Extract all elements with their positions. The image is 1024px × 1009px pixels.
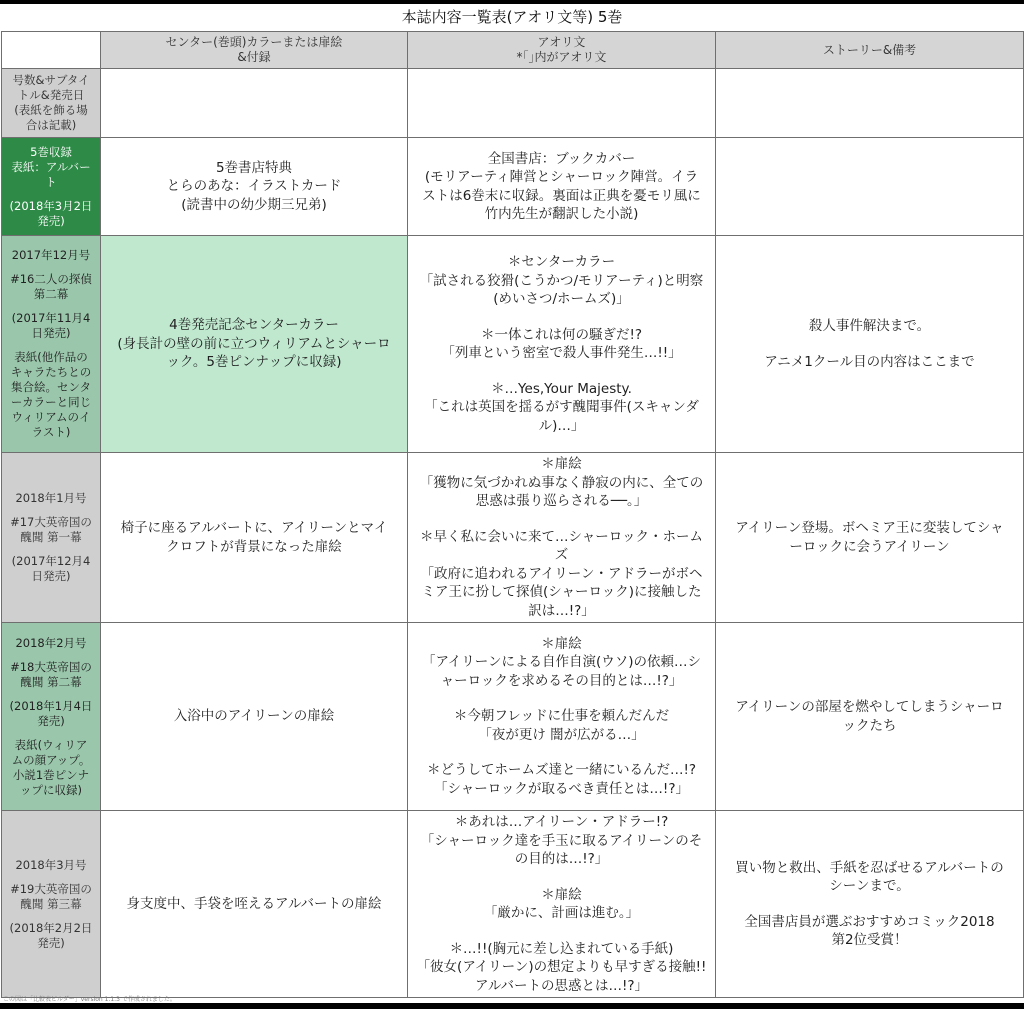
- row-label: [2, 623, 101, 811]
- cell-text-line: #18大英帝国の: [10, 659, 92, 674]
- cell-text-line: 身支度中、手袋を咥えるアルバートの扉絵: [126, 895, 382, 912]
- row-cell-col1: [101, 453, 408, 623]
- cell-text-line: 号数&サブタイ: [12, 73, 90, 87]
- table-row: [2, 623, 1024, 811]
- cell-text-line: (めいさつ/ホームズ)」: [493, 291, 630, 307]
- cell-text-line: 日発売): [31, 569, 71, 583]
- line-spacer: [5, 729, 97, 738]
- cell-text-line: ウィリアムのイ: [11, 410, 91, 424]
- cell-text-line: 醜聞 第一幕: [20, 530, 82, 544]
- cell-text-line: 殺人事件解決まで。: [808, 318, 931, 334]
- cell-text-line: 2018年1月号: [15, 491, 87, 505]
- line-spacer: [5, 545, 97, 554]
- header-corner: [2, 32, 101, 69]
- cell-text-line: 入浴中のアイリーンの扉絵: [173, 708, 335, 725]
- cell-text-line: 「夜が更け 闇が広がる…」: [478, 726, 645, 743]
- cell-text-line: 2017年12月号: [11, 248, 91, 262]
- cell-text-line: 「厳かに、計画は進む。」: [483, 905, 640, 921]
- cell-text-line: アイリーンの部屋を燃やしてしまうシャーロ: [735, 699, 1004, 715]
- table-row: [2, 138, 1024, 236]
- cell-text-line: ＊早く私に会いに来て…シャーロック・ホーム: [420, 528, 703, 545]
- cell-text-line: ト: [45, 174, 57, 189]
- cell-text-line: (2017年12月4: [11, 554, 91, 568]
- header-row: [2, 32, 1024, 69]
- cell-text-line: 第二幕: [33, 287, 69, 301]
- table-row: [2, 69, 1024, 138]
- cell-text-line: ーカラーと同じ: [10, 395, 92, 409]
- cell-text-line: 第2位受賞！: [831, 932, 908, 948]
- cell-text-line: 「試される狡猾(こうかつ/モリアーティ)と明察: [419, 272, 704, 289]
- row-label: [2, 236, 101, 453]
- cell-text-line: 集合絵。センタ: [10, 380, 92, 394]
- content-table: [1, 31, 1024, 998]
- cell-text-line: ムの顔アップ。: [11, 752, 91, 767]
- line-spacer: [413, 690, 710, 707]
- cell-text-line: ストは6巻末に収録。裏面は正典を憂モリ風に: [422, 187, 701, 204]
- cell-text-line: ＊扉絵: [541, 635, 582, 652]
- row-cell-col3: [716, 453, 1024, 623]
- line-spacer: [5, 651, 97, 660]
- cell-text-line: シーンまで。: [829, 878, 910, 894]
- row-cell-col1: [101, 236, 408, 453]
- cell-text-line: ＊扉絵: [541, 456, 582, 472]
- cell-text-line: 表紙(ウィリア: [14, 737, 88, 752]
- header-col3: [716, 32, 1024, 69]
- cell-text-line: ャーロックを求めるその目的とは…!?」: [440, 672, 683, 689]
- cell-text-line: ＊今朝フレッドに仕事を頼んだんだ: [453, 708, 670, 725]
- line-spacer: [413, 923, 710, 940]
- cell-text-line: 訳は…!?」: [528, 602, 595, 619]
- cell-text-line: 全国書店員が選ぶおすすめコミック2018: [744, 913, 995, 930]
- cell-text-line: ーロックに会うアイリーン: [789, 538, 950, 555]
- cell-text-line: 5巻収録: [30, 144, 72, 159]
- cell-text-line: ラスト): [31, 425, 71, 439]
- cell-text-line: 発売): [37, 213, 65, 228]
- header-col1: [101, 32, 408, 69]
- cell-text-line: #17大英帝国の: [10, 515, 92, 529]
- cell-text-line: 合は記載): [25, 118, 77, 132]
- line-spacer: [5, 302, 97, 311]
- line-spacer: [5, 190, 97, 199]
- row-cell-col1: [101, 811, 408, 998]
- cell-text-line: ＊一体これは何の騒ぎだ!?: [480, 326, 643, 343]
- row-cell-col3: [716, 138, 1024, 236]
- cell-text-line: ＊どうしてホームズ達と一緒にいるんだ…!?: [426, 762, 697, 779]
- row-cell-col2: [408, 236, 716, 453]
- row-cell-col3: [716, 811, 1024, 998]
- cell-text-line: トル&発売日: [17, 88, 85, 102]
- cell-text-line: 「彼女(アイリーン)の想定よりも早すぎる接触!!: [416, 959, 707, 975]
- bottom-border: [0, 1003, 1024, 1009]
- cell-text-line: 醜聞 第三幕: [20, 896, 82, 911]
- cell-text-line: 「列車という密室で殺人事件発生…!!」: [441, 345, 682, 361]
- row-cell-col3: [716, 69, 1024, 138]
- cell-text-line: #16二人の探偵: [10, 272, 92, 286]
- row-label: [2, 138, 101, 236]
- cell-text-line: (2018年2月2日: [9, 920, 93, 935]
- line-spacer: [5, 341, 97, 350]
- cell-text-line: 「政府に追われるアイリーン・アドラーがボヘ: [420, 565, 703, 582]
- line-spacer: [721, 336, 1018, 353]
- row-cell-col2: [408, 623, 716, 811]
- cell-text-line: 2018年3月号: [15, 857, 87, 872]
- cell-text-line: とらのあな：イラストカード: [166, 178, 342, 195]
- cell-text-line: ＊…!!(胸元に差し込まれている手紙): [449, 940, 674, 957]
- cell-text-line: ＊あれは…アイリーン・アドラー!?: [454, 814, 669, 830]
- cell-text-line: ミア王に扮して探偵(シャーロック)に接触した: [421, 584, 702, 600]
- cell-text-line: アオリ文: [537, 35, 586, 49]
- cell-text-line: 全国書店：ブックカバー: [487, 150, 636, 167]
- cell-text-line: (モリアーティ陣営とシャーロック陣営。イラ: [424, 169, 699, 185]
- row-label: [2, 811, 101, 998]
- row-cell-col2: [408, 69, 716, 138]
- cell-text-line: センター(巻頭)カラーまたは扉絵: [165, 35, 343, 49]
- cell-text-line: ック。5巻ピンナップに収録): [166, 354, 342, 371]
- line-spacer: [413, 744, 710, 761]
- row-cell-col2: [408, 453, 716, 623]
- cell-text-line: 「シャーロック達を手玉に取るアイリーンのそ: [420, 832, 703, 849]
- cell-text-line: 表紙(他作品の: [14, 350, 88, 364]
- cell-text-line: 思惑は張り巡らされる──。」: [475, 493, 648, 509]
- table-row: [2, 453, 1024, 623]
- cell-text-line: ストーリー&備考: [822, 42, 917, 57]
- row-cell-col2: [408, 138, 716, 236]
- line-spacer: [5, 263, 97, 272]
- cell-text-line: 発売): [37, 935, 65, 950]
- cell-text-line: (表紙を飾る場: [14, 103, 88, 117]
- cell-text-line: 「アイリーンによる自作自演(ウソ)の依頼…シ: [421, 654, 702, 671]
- cell-text-line: 小説1巻ピンナ: [12, 767, 90, 782]
- cell-text-line: 竹内先生が翻訳した小説): [484, 206, 639, 222]
- header-col2: [408, 32, 716, 69]
- cell-text-line: 椅子に座るアルバートに、アイリーンとマイ: [120, 520, 388, 536]
- line-spacer: [721, 896, 1018, 913]
- row-cell-col2: [408, 811, 716, 998]
- cell-text-line: ＊センターカラー: [507, 254, 616, 270]
- line-spacer: [5, 873, 97, 882]
- page-title: 本誌内容一覧表(アオリ文等) 5巻: [401, 8, 623, 26]
- cell-text-line: アルバートの思惑とは…!?」: [474, 977, 649, 994]
- line-spacer: [413, 309, 710, 326]
- cell-text-line: (2017年11月4: [11, 311, 91, 325]
- cell-text-line: 2018年2月号: [15, 635, 87, 650]
- cell-text-line: アニメ1クール目の内容はここまで: [764, 353, 975, 370]
- cell-text-line: 「獲物に気づかれぬ事なく静寂の内に、全ての: [419, 474, 704, 491]
- row-label: [2, 453, 101, 623]
- cell-text-line: ＊扉絵: [541, 886, 582, 903]
- row-cell-col1: [101, 138, 408, 236]
- cell-text-line: ル)…」: [538, 417, 585, 434]
- cell-text-line: (2018年3月2日: [9, 198, 93, 213]
- line-spacer: [5, 690, 97, 699]
- cell-text-line: の目的は…!?」: [514, 851, 609, 867]
- cell-text-line: #19大英帝国の: [10, 881, 92, 896]
- cell-text-line: &付録: [237, 50, 271, 64]
- cell-text-line: 醜聞 第二幕: [20, 674, 82, 689]
- cell-text-line: ＊…Yes,Your Majesty.: [491, 380, 632, 397]
- row-label: [2, 69, 101, 138]
- cell-text-line: *｢｣内がアオリ文: [516, 50, 607, 64]
- cell-text-line: ックたち: [842, 717, 897, 734]
- cell-text-line: ズ: [554, 547, 569, 563]
- row-cell-col3: [716, 236, 1024, 453]
- table-row: [2, 236, 1024, 453]
- cell-text-line: 「シャーロックが取るべき責任とは…!?」: [433, 780, 690, 797]
- cell-text-line: 「これは英国を揺るがす醜聞事件(スキャンダ: [424, 399, 699, 415]
- cell-text-line: (読書中の幼少期三兄弟): [181, 196, 327, 213]
- cell-text-line: 表紙：アルバー: [11, 159, 91, 174]
- footnote: この図は「比較表ビルダー」version 1.1.3 で作成されました。: [3, 996, 176, 1003]
- row-cell-col1: [101, 69, 408, 138]
- line-spacer: [5, 506, 97, 515]
- cell-text-line: 発売): [37, 713, 65, 728]
- row-cell-col3: [716, 623, 1024, 811]
- cell-text-line: キャラたちとの: [10, 365, 92, 379]
- line-spacer: [413, 363, 710, 380]
- cell-text-line: クロフトが背景になった扉絵: [166, 538, 342, 555]
- row-cell-col1: [101, 623, 408, 811]
- table-row: [2, 811, 1024, 998]
- cell-text-line: (2018年1月4日: [9, 698, 93, 713]
- cell-text-line: アイリーン登場。ボヘミア王に変装してシャ: [735, 520, 1004, 536]
- cell-text-line: 4巻発売記念センターカラー: [169, 317, 339, 334]
- cell-text-line: (身長計の壁の前に立つウィリアムとシャーロ: [117, 335, 391, 352]
- line-spacer: [413, 869, 710, 886]
- cell-text-line: 5巻書店特典: [215, 159, 293, 176]
- cell-text-line: 日発売): [31, 326, 71, 340]
- line-spacer: [5, 912, 97, 921]
- cell-text-line: 買い物と救出、手紙を忍ばせるアルバートの: [735, 859, 1004, 876]
- line-spacer: [413, 511, 710, 528]
- cell-text-line: ップに収録): [20, 782, 82, 797]
